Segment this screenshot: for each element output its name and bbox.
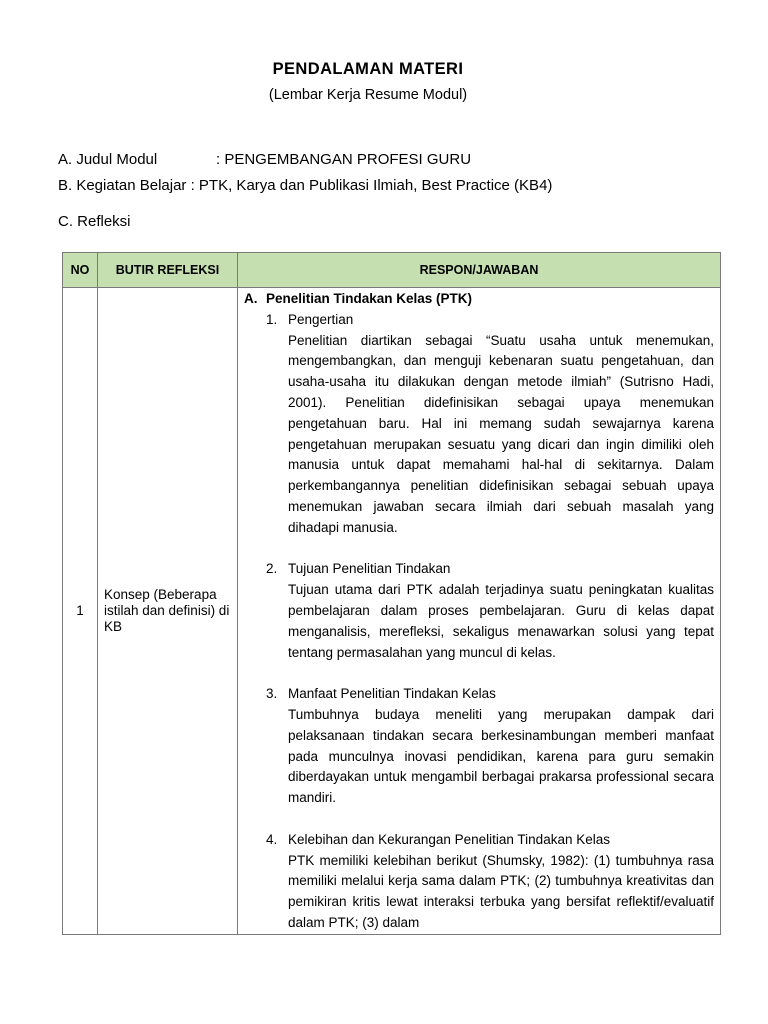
refleksi-label: C. Refleksi	[58, 213, 131, 230]
item-number: 2.	[266, 561, 278, 577]
item-body: Penelitian diartikan sebagai “Suatu usaha untuk menemukan, mengembangkan, dan menguji kebenaran suatu pengetahuan, dan usaha-usaha itu dilakukan dengan metode ilmiah” (Sutrisno Hadi, 2001). Penelitian didefinisikan sebagai upaya menemukan pengetahuan baru. Hal ini memang sudah sewajarnya karena pengetahuan merupakan sesuatu yang dicari dan ingin dimiliki oleh manusia untuk dapat memahami hal-hal di sekitarnya. Dalam perkembangannya penelitian didefinisikan sebagai sebuah upaya menemukan jawaban secara ilmiah dari sebuah masalah yang dihadapi manusia.	[288, 332, 714, 535]
item-body: Tumbuhnya budaya meneliti yang merupakan dampak dari pelaksanaan tindakan secara berkesinambungan memberi manfaat pada munculnya inovasi pendidikan, karena para guru semakin diberdayakan untuk mengambil berbagai prakarsa professional secara mandiri.	[288, 706, 714, 806]
item-number: 4.	[266, 831, 278, 847]
section-letter: A.	[244, 291, 258, 306]
header-no: NO	[63, 253, 98, 288]
judul-modul-label: A. Judul Modul	[58, 151, 158, 168]
item-title: Pengertian	[288, 311, 354, 327]
kegiatan-belajar-label: B. Kegiatan Belajar	[58, 177, 187, 194]
item-title: Tujuan Penelitian Tindakan	[288, 561, 451, 577]
table-row	[63, 288, 721, 935]
header-respon-jawaban: RESPON/JAWABAN	[238, 253, 721, 288]
item-body: PTK memiliki kelebihan berikut (Shumsky, 1982): (1) tumbuhnya rasa memiliki melalui kerja sama dalam PTK; (2) tumbuhnya kreativitas dan pemikiran kritis lewat interaksi terbuka yang bersifat reflektif/evaluatif dalam PTK; (3) dalam	[288, 852, 714, 930]
item-title: Manfaat Penelitian Tindakan Kelas	[288, 686, 496, 702]
item-title: Kelebihan dan Kekurangan Penelitian Tindakan Kelas	[288, 831, 610, 847]
list-item	[244, 559, 714, 663]
judul-modul-value: : PENGEMBANGAN PROFESI GURU	[216, 151, 472, 168]
judul-modul-row	[58, 151, 471, 168]
row-number: 1	[63, 288, 98, 935]
document-title: PENDALAMAN MATERI	[272, 60, 464, 78]
list-item	[244, 310, 714, 539]
respon-jawaban-cell	[238, 288, 721, 935]
kegiatan-belajar-value: : PTK, Karya dan Publikasi Ilmiah, Best Practice (KB4)	[190, 177, 553, 194]
reflection-table	[62, 252, 721, 935]
item-number: 3.	[266, 686, 278, 702]
header-butir-refleksi: BUTIR REFLEKSI	[98, 253, 238, 288]
document-subtitle: (Lembar Kerja Resume Modul)	[268, 87, 468, 103]
list-item	[244, 830, 714, 934]
kegiatan-belajar-row	[58, 177, 552, 194]
table-header-row	[63, 253, 721, 288]
butir-refleksi-cell: Konsep (Beberapa istilah dan definisi) di KB	[98, 288, 238, 935]
section-title: Penelitian Tindakan Kelas (PTK)	[266, 291, 473, 306]
item-number: 1.	[266, 311, 278, 327]
list-item	[244, 684, 714, 809]
section-heading	[244, 289, 714, 310]
item-body: Tujuan utama dari PTK adalah terjadinya suatu peningkatan kualitas pembelajaran dalam proses pembelajaran. Guru di kelas dapat menganalisis, merefleksi, sekaligus menawarkan solusi yang tepat tentang permasalahan yang muncul di kelas.	[288, 582, 714, 660]
